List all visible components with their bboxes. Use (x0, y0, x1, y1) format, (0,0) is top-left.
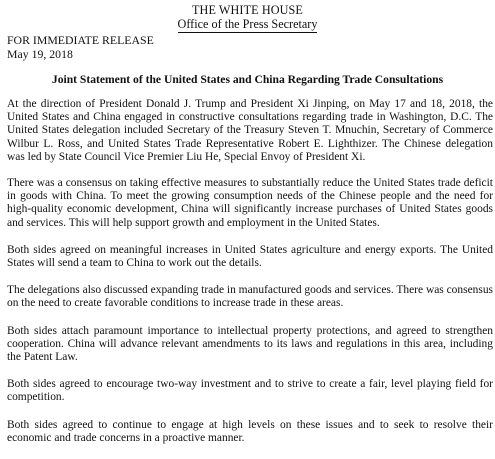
statement-body (7, 98, 493, 459)
release-label: FOR IMMEDIATE RELEASE (7, 33, 154, 47)
paragraph-manufactured-goods: The delegations also discussed expanding trade in manufactured goods and services. There was consensus on the need to create favorable conditions to increase trade in these areas. (7, 284, 493, 310)
paragraph-intellectual-property: Both sides attach paramount importance to intellectual property protections, and agreed to strengthen cooperation. China will advance relevant amendments to its laws and regulations in this area, including the Patent Law. (7, 324, 493, 364)
paragraph-agriculture-energy: Both sides agreed on meaningful increases in United States agriculture and energy exports. The United States will send a team to China to work out the details. (7, 243, 493, 270)
paragraph-trade-deficit: There was a consensus on taking effective measures to substantially reduce the United States trade deficit in goods with China. To meet the growing consumption needs of the Chinese people and the need for high-quality economic development, China will significantly increase purchases of United States goods and services. This will help support growth and employment in the United States. (7, 177, 493, 229)
letterhead (0, 3, 495, 33)
paragraph-investment: Both sides agreed to encourage two-way investment and to strive to create a fair, level playing field for competition. (7, 378, 493, 404)
document-title: Joint Statement of the United States and China Regarding Trade Consultations (51, 73, 444, 86)
release-date: May 19, 2018 (7, 46, 73, 61)
paragraph-delegations: At the direction of President Donald J. Trump and President Xi Jinping, on May 17 and 18, 2018, the United States and China engaged in constructive consultations regarding trade in Washington, D.C. The United States delegation included Secretary of the Treasury Steven T. Mnuchin, Secretary of Commerce Wilbur L. Ross, and United States Trade Representative Robert E. Lighthizer. The Chinese delegation was led by State Council Vice Premier Liu He, Special Envoy of President Xi. (7, 98, 493, 163)
office-name: Office of the Press Secretary (177, 17, 318, 31)
release-info (7, 34, 154, 61)
organization-name: THE WHITE HOUSE (192, 3, 303, 17)
paragraph-continued-engagement: Both sides agreed to continue to engage at high levels on these issues and to seek to resolve their economic and trade concerns in a proactive manner. (7, 418, 493, 444)
